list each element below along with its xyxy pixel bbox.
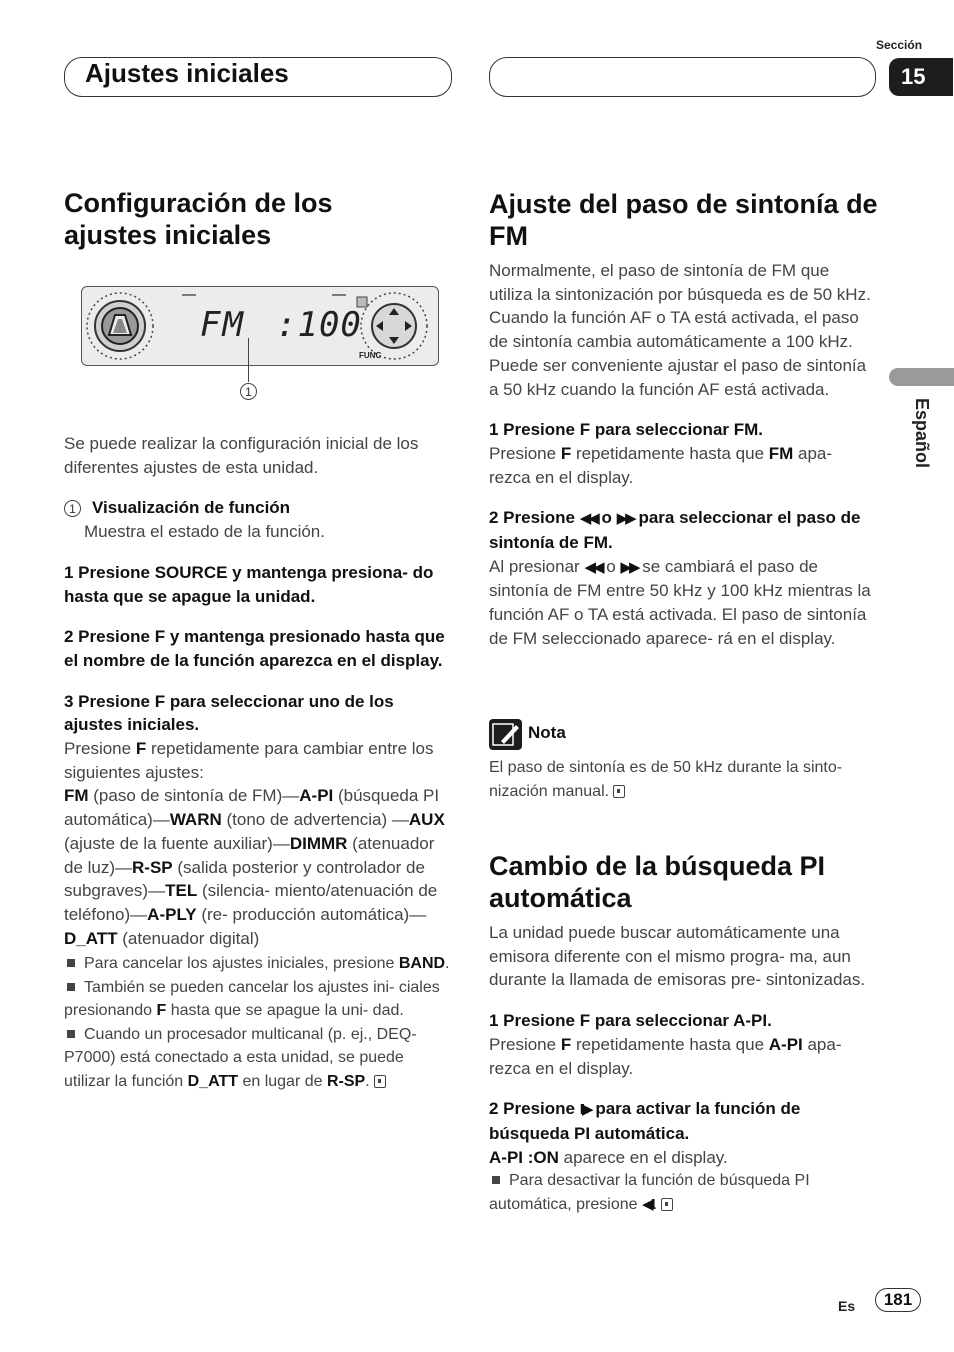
step-3: 3 Presione F para seleccionar uno de los ajustes iniciales. bbox=[64, 691, 394, 735]
back-pause-icon: ◀II bbox=[641, 1195, 653, 1213]
right-heading-fm-step: Ajuste del paso de sintonía de FM bbox=[489, 189, 878, 251]
left-column-text bbox=[64, 432, 454, 1093]
pi-step-1-body: Presione F repetidamente hasta que A-PI apa- rezca en el display. bbox=[489, 1034, 842, 1078]
pi-step-2: 2 Presione II▶ para activar la función de búsqueda PI automática. bbox=[489, 1099, 801, 1143]
bullet-cancel-f: También se pueden cancelar los ajustes ini- ciales presionando F hasta que se apague la uni- dad. bbox=[64, 978, 440, 1020]
display-text-frequency: :100 bbox=[276, 305, 362, 345]
footer-language: Es bbox=[838, 1298, 856, 1314]
section-label: Sección bbox=[876, 38, 923, 52]
legend-title: Visualización de función bbox=[92, 498, 291, 518]
step-2: 2 Presione F y mantenga presionado hasta que el nombre de la función aparezca en el display. bbox=[64, 627, 445, 670]
pi-step-2-body: A-PI :ON aparece en el display. bbox=[489, 1147, 728, 1167]
note-body: El paso de sintonía es de 50 kHz durante la sinto- nización manual. bbox=[489, 759, 843, 800]
right-column-text-bottom bbox=[489, 921, 877, 1216]
pi-step-1: 1 Presione F para seleccionar A-PI. bbox=[489, 1011, 772, 1031]
end-mark-icon bbox=[613, 785, 625, 798]
bullet-icon bbox=[67, 1030, 75, 1038]
header-blank-pill bbox=[489, 57, 876, 97]
end-mark-icon bbox=[374, 1075, 386, 1088]
side-tab-language: Español bbox=[912, 398, 932, 469]
step-3-body: Presione F repetidamente para cambiar entre los siguientes ajustes: FM (paso de sintonía de FM)—A-PI (búsqueda PI automática)—WARN (tono de advertencia) —AUX (ajuste de la fuente auxiliar)—DIMMR (atenuador de luz)—R-SP (salida posterior y controlador de subgraves)—TEL (silencia- miento/atenuación de teléfono)—A-PLY (re- producción automática)—D_ATT (atenuador digital) bbox=[64, 739, 445, 948]
chapter-title: Ajustes iniciales bbox=[85, 58, 289, 88]
display-text-func: FUNC bbox=[359, 351, 382, 360]
callout-line bbox=[248, 338, 249, 382]
step-1: 1 Presione SOURCE y mantenga presiona- do hasta que se apague la unidad. bbox=[64, 562, 434, 606]
bullet-multichannel: Cuando un procesador multicanal (p. ej., DEQ-P7000) está conectado a esta unidad, se puede utilizar la función D_ATT en lugar de R-SP. bbox=[64, 1025, 417, 1090]
rewind-icon: ◀◀ bbox=[579, 510, 597, 528]
bullet-icon bbox=[67, 959, 75, 967]
volume-knob-icon bbox=[87, 293, 153, 359]
fast-forward-icon: ▶▶ bbox=[616, 510, 634, 528]
section-number: 15 bbox=[889, 58, 953, 96]
rewind-icon: ◀◀ bbox=[584, 558, 602, 576]
note-label: Nota bbox=[528, 723, 566, 742]
callout-number: 1 bbox=[240, 383, 257, 400]
bullet-icon bbox=[492, 1176, 500, 1184]
fm-step-2-body: Al presionar ◀◀ o ▶▶ se cambiará el paso de sintonía de FM entre 50 kHz y 100 kHz mientras la función AF o TA está activada. El paso de sintonía de FM seleccionado aparece- rá en el display. bbox=[489, 556, 871, 648]
legend-number: 1 bbox=[64, 500, 81, 517]
fm-step-2: 2 Presione ◀◀ o ▶▶ para seleccionar el paso de sintonía de FM. bbox=[489, 508, 861, 553]
page-number: 181 bbox=[875, 1288, 921, 1312]
side-tab-bar bbox=[889, 368, 954, 386]
right-heading-pi-search: Cambio de la búsqueda PI automática bbox=[489, 851, 826, 913]
direction-pad-icon bbox=[357, 293, 427, 359]
legend-desc: Muestra el estado de la función. bbox=[84, 522, 325, 542]
fm-step-1: 1 Presione F para seleccionar FM. bbox=[489, 420, 764, 440]
bullet-icon bbox=[67, 983, 75, 991]
left-intro: Se puede realizar la configuración inicial de los diferentes ajustes de esta unidad. bbox=[64, 434, 419, 477]
display-text-fm: FM bbox=[200, 305, 245, 345]
left-heading: Configuración de los ajustes iniciales bbox=[64, 188, 333, 250]
bullet-cancel-band: Para cancelar los ajustes iniciales, presione BAND. bbox=[64, 952, 454, 976]
end-mark-icon bbox=[661, 1198, 673, 1211]
fm-step-intro: Normalmente, el paso de sintonía de FM que utiliza la sintonización por búsqueda es de 50 kHz. Cuando la función AF o TA está activada, el paso de sintonía cambia automáticamente a 100 kHz. Puede ser conveniente ajustar el paso de sintonía a 50 kHz cuando la función AF está activada. bbox=[489, 261, 871, 399]
pause-play-icon: II▶ bbox=[579, 1101, 591, 1119]
legend-item bbox=[64, 496, 454, 520]
note-pencil-icon bbox=[489, 719, 522, 750]
pi-intro: La unidad puede buscar automáticamente una emisora diferente con el mismo progra- ma, aun durante la llamada de emisoras pre- sintonizadas. bbox=[489, 923, 866, 990]
right-column-text-top bbox=[489, 259, 877, 651]
device-display-illustration bbox=[81, 286, 439, 366]
pi-bullet: Para desactivar la función de búsqueda PI automática, presione ◀II. bbox=[489, 1172, 810, 1213]
display-panel-graphic bbox=[82, 287, 438, 365]
fm-step-1-body: Presione F repetidamente hasta que FM apa- rezca en el display. bbox=[489, 443, 833, 487]
fast-forward-icon: ▶▶ bbox=[620, 558, 638, 576]
